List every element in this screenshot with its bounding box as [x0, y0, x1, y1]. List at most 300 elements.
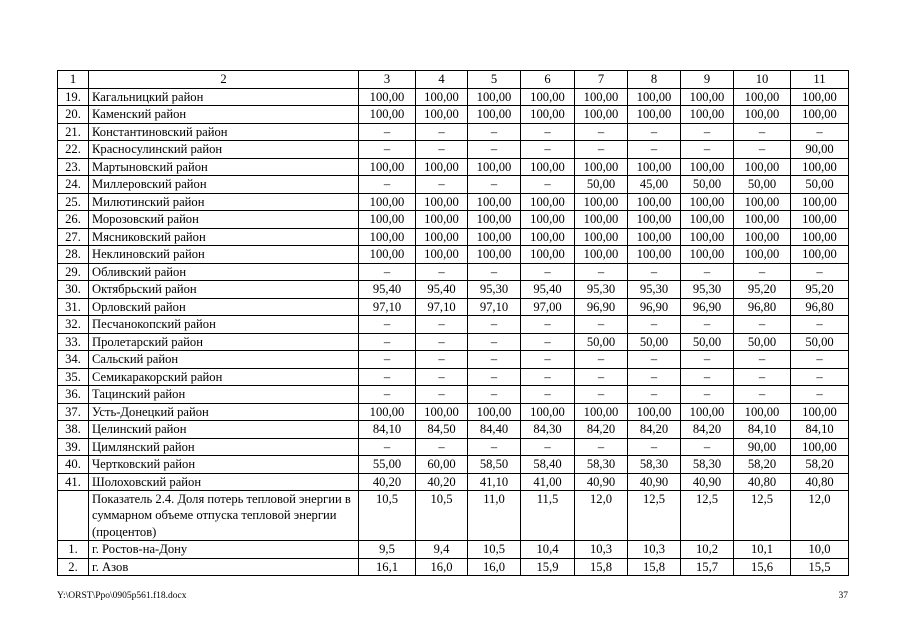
value-cell: –	[468, 316, 521, 334]
value-cell: –	[521, 316, 575, 334]
row-number: 25.	[58, 193, 89, 211]
value-cell: 58,30	[681, 456, 734, 474]
table-row	[58, 158, 849, 176]
value-cell: 100,00	[468, 211, 521, 229]
value-cell: 50,00	[791, 333, 849, 351]
row-name: Песчанокопский район	[89, 316, 359, 334]
table-row	[58, 386, 849, 404]
value-cell: 100,00	[791, 158, 849, 176]
value-cell: 100,00	[791, 403, 849, 421]
value-cell: 15,6	[734, 558, 791, 576]
table-row	[58, 281, 849, 299]
value-cell: –	[575, 123, 628, 141]
value-cell: 95,30	[681, 281, 734, 299]
value-cell: –	[734, 141, 791, 159]
value-cell: 100,00	[791, 228, 849, 246]
value-cell: 100,00	[791, 246, 849, 264]
row-name: Красносулинский район	[89, 141, 359, 159]
table-row	[58, 316, 849, 334]
value-cell: 100,00	[416, 193, 468, 211]
value-cell: 100,00	[681, 88, 734, 106]
value-cell: –	[681, 386, 734, 404]
row-name: Октябрьский район	[89, 281, 359, 299]
value-cell: 100,00	[628, 193, 681, 211]
value-cell: 100,00	[468, 106, 521, 124]
row-name: Пролетарский район	[89, 333, 359, 351]
row-name: Орловский район	[89, 298, 359, 316]
table-row	[58, 541, 849, 559]
value-cell: 100,00	[681, 403, 734, 421]
value-cell: –	[359, 351, 416, 369]
value-cell: 100,00	[416, 246, 468, 264]
value-cell: –	[628, 123, 681, 141]
value-cell: 100,00	[628, 88, 681, 106]
value-cell: 100,00	[791, 88, 849, 106]
value-cell: –	[359, 386, 416, 404]
value-cell: 100,00	[468, 158, 521, 176]
row-number: 29.	[58, 263, 89, 281]
value-cell: –	[791, 123, 849, 141]
value-cell: 97,10	[359, 298, 416, 316]
value-cell: –	[416, 351, 468, 369]
value-cell: 100,00	[521, 211, 575, 229]
value-cell: 100,00	[359, 158, 416, 176]
row-name: Шолоховский район	[89, 473, 359, 491]
table-row	[58, 438, 849, 456]
value-cell: 40,90	[628, 473, 681, 491]
value-cell: –	[681, 438, 734, 456]
value-cell: 12,5	[734, 491, 791, 541]
value-cell: 58,30	[628, 456, 681, 474]
value-cell: 100,00	[359, 193, 416, 211]
value-cell: 100,00	[791, 438, 849, 456]
value-cell: –	[791, 316, 849, 334]
value-cell: –	[628, 141, 681, 159]
table-row	[58, 298, 849, 316]
value-cell: –	[681, 263, 734, 281]
value-cell: 84,10	[791, 421, 849, 439]
row-number: 39.	[58, 438, 89, 456]
value-cell: –	[734, 263, 791, 281]
value-cell: 100,00	[575, 246, 628, 264]
value-cell: –	[359, 141, 416, 159]
row-name: Целинский район	[89, 421, 359, 439]
value-cell: 84,20	[681, 421, 734, 439]
value-cell: 100,00	[359, 246, 416, 264]
row-number: 31.	[58, 298, 89, 316]
value-cell: 40,20	[416, 473, 468, 491]
value-cell: 100,00	[734, 246, 791, 264]
value-cell: –	[521, 386, 575, 404]
row-number: 38.	[58, 421, 89, 439]
row-number: 36.	[58, 386, 89, 404]
value-cell: –	[734, 123, 791, 141]
row-number: 37.	[58, 403, 89, 421]
row-name: Сальский район	[89, 351, 359, 369]
value-cell: –	[575, 368, 628, 386]
page-number: 37	[838, 591, 848, 601]
value-cell: –	[416, 386, 468, 404]
table-row	[58, 106, 849, 124]
value-cell: 100,00	[359, 228, 416, 246]
value-cell: 12,5	[681, 491, 734, 541]
row-name: Показатель 2.4. Доля потерь тепловой энергии в суммарном объеме отпуска тепловой энергии (процентов)	[89, 491, 359, 541]
row-number: 35.	[58, 368, 89, 386]
value-cell: 50,00	[575, 333, 628, 351]
value-cell: 55,00	[359, 456, 416, 474]
row-name: г. Азов	[89, 558, 359, 576]
value-cell: 50,00	[791, 176, 849, 194]
table-row	[58, 193, 849, 211]
value-cell: 100,00	[628, 246, 681, 264]
value-cell: 50,00	[734, 176, 791, 194]
value-cell: –	[628, 386, 681, 404]
value-cell: 100,00	[734, 211, 791, 229]
value-cell: –	[521, 123, 575, 141]
table-row	[58, 263, 849, 281]
header-cell: 10	[734, 71, 791, 89]
value-cell: 95,30	[575, 281, 628, 299]
row-number: 1.	[58, 541, 89, 559]
value-cell: 45,00	[628, 176, 681, 194]
row-number: 33.	[58, 333, 89, 351]
value-cell: 50,00	[575, 176, 628, 194]
row-number: 22.	[58, 141, 89, 159]
header-cell: 11	[791, 71, 849, 89]
value-cell: –	[359, 333, 416, 351]
value-cell: –	[791, 386, 849, 404]
value-cell: –	[681, 368, 734, 386]
value-cell: 100,00	[628, 211, 681, 229]
value-cell: 100,00	[734, 403, 791, 421]
row-name: Обливский район	[89, 263, 359, 281]
value-cell: 84,10	[734, 421, 791, 439]
value-cell: –	[416, 368, 468, 386]
value-cell: 15,9	[521, 558, 575, 576]
value-cell: 50,00	[681, 333, 734, 351]
value-cell: 58,50	[468, 456, 521, 474]
value-cell: 100,00	[468, 403, 521, 421]
table-row	[58, 176, 849, 194]
table-row	[58, 333, 849, 351]
value-cell: –	[416, 438, 468, 456]
value-cell: 100,00	[681, 193, 734, 211]
value-cell: 95,40	[359, 281, 416, 299]
value-cell: 41,10	[468, 473, 521, 491]
value-cell: 10,3	[575, 541, 628, 559]
row-number: 32.	[58, 316, 89, 334]
value-cell: 95,40	[416, 281, 468, 299]
table-row	[58, 351, 849, 369]
data-table	[57, 70, 849, 576]
value-cell: 100,00	[416, 158, 468, 176]
value-cell: 100,00	[521, 193, 575, 211]
value-cell: 100,00	[681, 211, 734, 229]
row-number: 23.	[58, 158, 89, 176]
table-row	[58, 403, 849, 421]
value-cell: 100,00	[734, 106, 791, 124]
value-cell: –	[628, 438, 681, 456]
row-number: 40.	[58, 456, 89, 474]
value-cell: 16,1	[359, 558, 416, 576]
value-cell: –	[575, 386, 628, 404]
header-cell: 4	[416, 71, 468, 89]
row-name: Каменский район	[89, 106, 359, 124]
value-cell: –	[416, 176, 468, 194]
value-cell: –	[359, 123, 416, 141]
value-cell: –	[521, 368, 575, 386]
value-cell: –	[791, 368, 849, 386]
value-cell: –	[521, 141, 575, 159]
indicator-row	[58, 491, 849, 541]
value-cell: 95,40	[521, 281, 575, 299]
value-cell: 10,2	[681, 541, 734, 559]
value-cell: –	[575, 263, 628, 281]
header-cell: 5	[468, 71, 521, 89]
value-cell: 100,00	[359, 403, 416, 421]
value-cell: –	[468, 123, 521, 141]
value-cell: –	[359, 316, 416, 334]
value-cell: 40,80	[734, 473, 791, 491]
row-name: Мартыновский район	[89, 158, 359, 176]
value-cell: 95,30	[628, 281, 681, 299]
value-cell: –	[416, 333, 468, 351]
row-number: 30.	[58, 281, 89, 299]
value-cell: 10,1	[734, 541, 791, 559]
value-cell: –	[359, 368, 416, 386]
value-cell: –	[734, 351, 791, 369]
value-cell: 96,90	[681, 298, 734, 316]
value-cell: 100,00	[521, 246, 575, 264]
value-cell: 84,30	[521, 421, 575, 439]
value-cell: 10,5	[416, 491, 468, 541]
value-cell: 40,90	[681, 473, 734, 491]
value-cell: –	[521, 333, 575, 351]
value-cell: –	[359, 176, 416, 194]
value-cell: 100,00	[681, 158, 734, 176]
value-cell: 16,0	[416, 558, 468, 576]
row-name: Морозовский район	[89, 211, 359, 229]
value-cell: –	[468, 351, 521, 369]
value-cell: 58,20	[791, 456, 849, 474]
table-row	[58, 473, 849, 491]
row-name: Чертковский район	[89, 456, 359, 474]
value-cell: 60,00	[416, 456, 468, 474]
table-row	[58, 88, 849, 106]
value-cell: –	[521, 176, 575, 194]
value-cell: 100,00	[359, 106, 416, 124]
value-cell: –	[416, 263, 468, 281]
value-cell: 100,00	[468, 228, 521, 246]
row-name: Мясниковский район	[89, 228, 359, 246]
value-cell: 100,00	[468, 193, 521, 211]
header-cell: 1	[58, 71, 89, 89]
value-cell: –	[359, 263, 416, 281]
value-cell: –	[359, 438, 416, 456]
row-number: 19.	[58, 88, 89, 106]
value-cell: 100,00	[681, 228, 734, 246]
value-cell: –	[521, 263, 575, 281]
value-cell: 12,0	[791, 491, 849, 541]
table-row	[58, 123, 849, 141]
header-cell: 7	[575, 71, 628, 89]
row-name: Константиновский район	[89, 123, 359, 141]
value-cell: 40,90	[575, 473, 628, 491]
value-cell: 100,00	[681, 246, 734, 264]
row-number: 28.	[58, 246, 89, 264]
value-cell: 96,80	[734, 298, 791, 316]
value-cell: –	[575, 438, 628, 456]
value-cell: 84,50	[416, 421, 468, 439]
value-cell: 9,5	[359, 541, 416, 559]
value-cell: 90,00	[734, 438, 791, 456]
value-cell: 40,80	[791, 473, 849, 491]
value-cell: –	[681, 351, 734, 369]
value-cell: 100,00	[628, 106, 681, 124]
value-cell: –	[791, 351, 849, 369]
value-cell: 100,00	[521, 88, 575, 106]
table-row	[58, 228, 849, 246]
value-cell: –	[468, 141, 521, 159]
row-name: Цимлянский район	[89, 438, 359, 456]
value-cell: 12,5	[628, 491, 681, 541]
value-cell: –	[468, 438, 521, 456]
value-cell: 11,5	[521, 491, 575, 541]
table-row	[58, 246, 849, 264]
value-cell: 100,00	[575, 88, 628, 106]
value-cell: –	[521, 351, 575, 369]
table-row	[58, 141, 849, 159]
row-number: 34.	[58, 351, 89, 369]
value-cell: 100,00	[628, 403, 681, 421]
value-cell: 95,30	[468, 281, 521, 299]
value-cell: –	[468, 176, 521, 194]
value-cell: –	[468, 263, 521, 281]
value-cell: 84,40	[468, 421, 521, 439]
value-cell: 100,00	[734, 88, 791, 106]
value-cell: 100,00	[628, 158, 681, 176]
value-cell: 84,20	[575, 421, 628, 439]
value-cell: 12,0	[575, 491, 628, 541]
value-cell: 97,10	[416, 298, 468, 316]
value-cell: 84,20	[628, 421, 681, 439]
value-cell: 100,00	[575, 106, 628, 124]
row-number: 20.	[58, 106, 89, 124]
header-cell: 9	[681, 71, 734, 89]
value-cell: –	[416, 316, 468, 334]
value-cell: 15,5	[791, 558, 849, 576]
value-cell: –	[681, 141, 734, 159]
value-cell: 10,0	[791, 541, 849, 559]
value-cell: –	[416, 123, 468, 141]
value-cell: 100,00	[575, 193, 628, 211]
value-cell: 10,3	[628, 541, 681, 559]
value-cell: 95,20	[791, 281, 849, 299]
value-cell: 100,00	[416, 211, 468, 229]
value-cell: –	[468, 368, 521, 386]
value-cell: 100,00	[521, 106, 575, 124]
value-cell: 100,00	[575, 211, 628, 229]
value-cell: 10,4	[521, 541, 575, 559]
value-cell: –	[575, 316, 628, 334]
value-cell: –	[575, 351, 628, 369]
value-cell: 95,20	[734, 281, 791, 299]
value-cell: 100,00	[359, 211, 416, 229]
value-cell: 100,00	[521, 403, 575, 421]
value-cell: –	[681, 123, 734, 141]
row-name: Милютинский район	[89, 193, 359, 211]
value-cell: –	[734, 386, 791, 404]
table-row	[58, 368, 849, 386]
value-cell: 100,00	[575, 228, 628, 246]
row-name: Тацинский район	[89, 386, 359, 404]
value-cell: 100,00	[416, 403, 468, 421]
row-number	[58, 491, 89, 541]
value-cell: 100,00	[628, 228, 681, 246]
value-cell: 11,0	[468, 491, 521, 541]
header-cell: 3	[359, 71, 416, 89]
value-cell: 15,8	[575, 558, 628, 576]
value-cell: 58,30	[575, 456, 628, 474]
value-cell: 50,00	[628, 333, 681, 351]
header-cell: 6	[521, 71, 575, 89]
table-row	[58, 456, 849, 474]
value-cell: 100,00	[521, 158, 575, 176]
table-row	[58, 421, 849, 439]
value-cell: –	[521, 438, 575, 456]
value-cell: 100,00	[734, 193, 791, 211]
value-cell: 50,00	[681, 176, 734, 194]
value-cell: –	[575, 141, 628, 159]
value-cell: 100,00	[468, 246, 521, 264]
row-name: Неклиновский район	[89, 246, 359, 264]
value-cell: 15,8	[628, 558, 681, 576]
value-cell: 15,7	[681, 558, 734, 576]
value-cell: –	[628, 368, 681, 386]
value-cell: 10,5	[468, 541, 521, 559]
table-row	[58, 558, 849, 576]
value-cell: –	[734, 316, 791, 334]
value-cell: 100,00	[359, 88, 416, 106]
row-name: Усть-Донецкий район	[89, 403, 359, 421]
value-cell: 9,4	[416, 541, 468, 559]
value-cell: 97,00	[521, 298, 575, 316]
value-cell: –	[734, 368, 791, 386]
footer-file-path: Y:\ORST\Ppo\0905p561.f18.docx	[57, 591, 187, 601]
value-cell: 100,00	[575, 403, 628, 421]
table-body	[58, 71, 849, 576]
value-cell: –	[628, 263, 681, 281]
value-cell: –	[628, 316, 681, 334]
row-number: 21.	[58, 123, 89, 141]
value-cell: 100,00	[416, 106, 468, 124]
row-number: 26.	[58, 211, 89, 229]
row-number: 41.	[58, 473, 89, 491]
value-cell: 100,00	[791, 193, 849, 211]
value-cell: –	[468, 333, 521, 351]
value-cell: 100,00	[416, 228, 468, 246]
value-cell: –	[416, 141, 468, 159]
value-cell: 100,00	[734, 228, 791, 246]
value-cell: 58,40	[521, 456, 575, 474]
row-number: 24.	[58, 176, 89, 194]
value-cell: –	[468, 386, 521, 404]
value-cell: 84,10	[359, 421, 416, 439]
value-cell: 100,00	[521, 228, 575, 246]
value-cell: 58,20	[734, 456, 791, 474]
value-cell: 90,00	[791, 141, 849, 159]
row-name: г. Ростов-на-Дону	[89, 541, 359, 559]
